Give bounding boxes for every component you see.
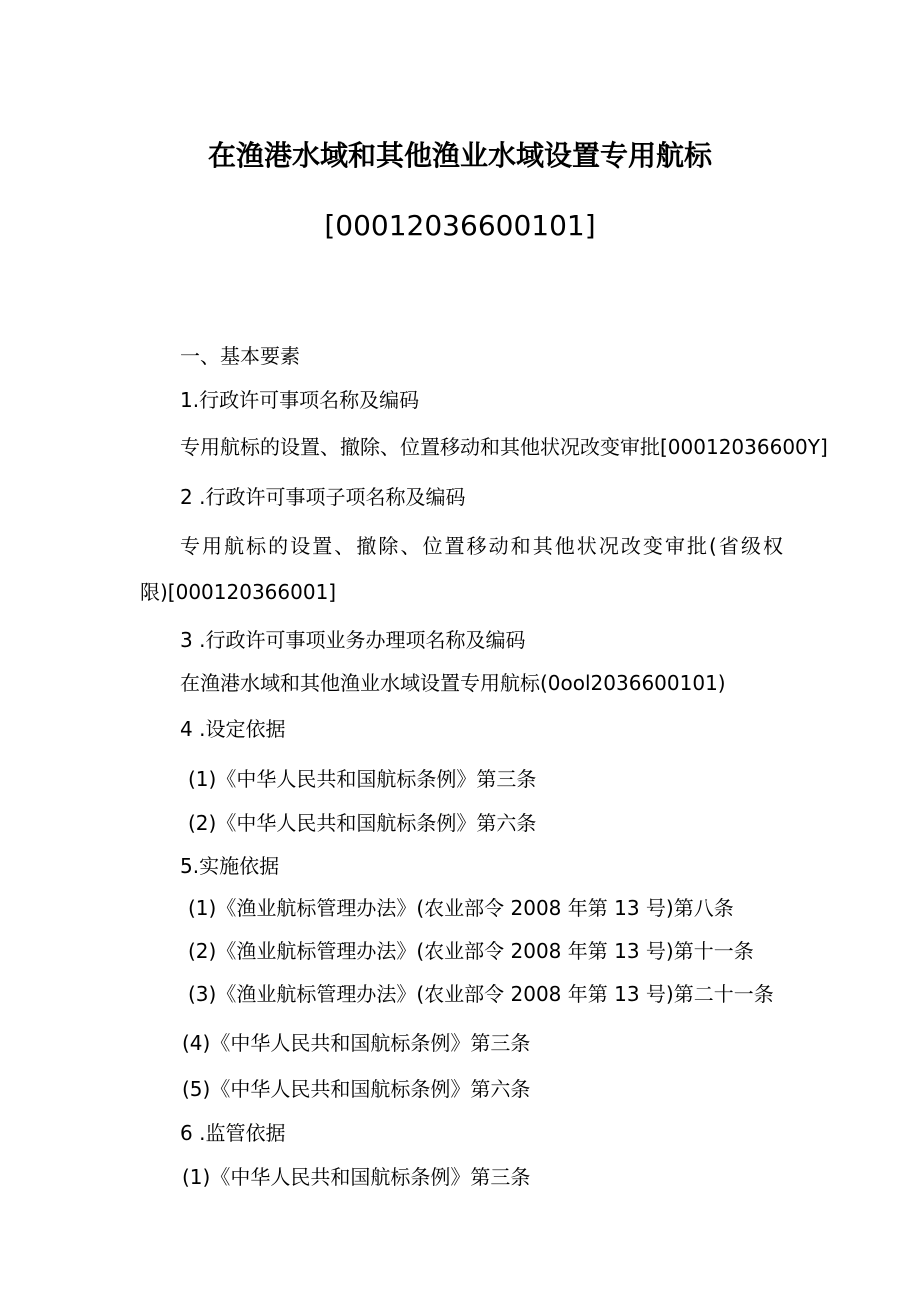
document-code: [00012036600101] [324,209,596,242]
paragraph-item-1: 专用航标的设置、撤除、位置移动和其他状况改变审批[00012036600Y] [180,435,828,459]
document-title: 在渔港水域和其他渔业水域设置专用航标 [207,139,712,172]
basis-item-6-1: (1)《中华人民共和国航标条例》第三条 [182,1165,531,1189]
paragraph-item-2-line-2: 限)[000120366001] [140,580,337,604]
basis-item-5-1: (1)《渔业航标管理办法》(农业部令 2008 年第 13 号)第八条 [188,896,734,920]
paragraph-item-2-line-1: 专用航标的设置、撤除、位置移动和其他状况改变审批(省级权 [180,534,783,558]
basis-item-4-1: (1)《中华人民共和国航标条例》第三条 [188,767,537,791]
basis-item-4-2: (2)《中华人民共和国航标条例》第六条 [188,811,537,835]
basis-item-5-2: (2)《渔业航标管理办法》(农业部令 2008 年第 13 号)第十一条 [188,939,754,963]
heading-item-1: 1.行政许可事项名称及编码 [180,388,420,412]
section-heading: 一、基本要素 [180,344,300,368]
heading-item-2: 2 .行政许可事项子项名称及编码 [180,485,466,509]
basis-item-5-5: (5)《中华人民共和国航标条例》第六条 [182,1077,531,1101]
heading-item-6: 6 .监管依据 [180,1121,286,1145]
heading-item-3: 3 .行政许可事项业务办理项名称及编码 [180,628,526,652]
basis-item-5-4: (4)《中华人民共和国航标条例》第三条 [182,1031,531,1055]
paragraph-item-3: 在渔港水域和其他渔业水域设置专用航标(0ool2036600101) [180,671,726,695]
basis-item-5-3: (3)《渔业航标管理办法》(农业部令 2008 年第 13 号)第二十一条 [188,982,774,1006]
heading-item-4: 4 .设定依据 [180,717,286,741]
heading-item-5: 5.实施依据 [180,854,280,878]
